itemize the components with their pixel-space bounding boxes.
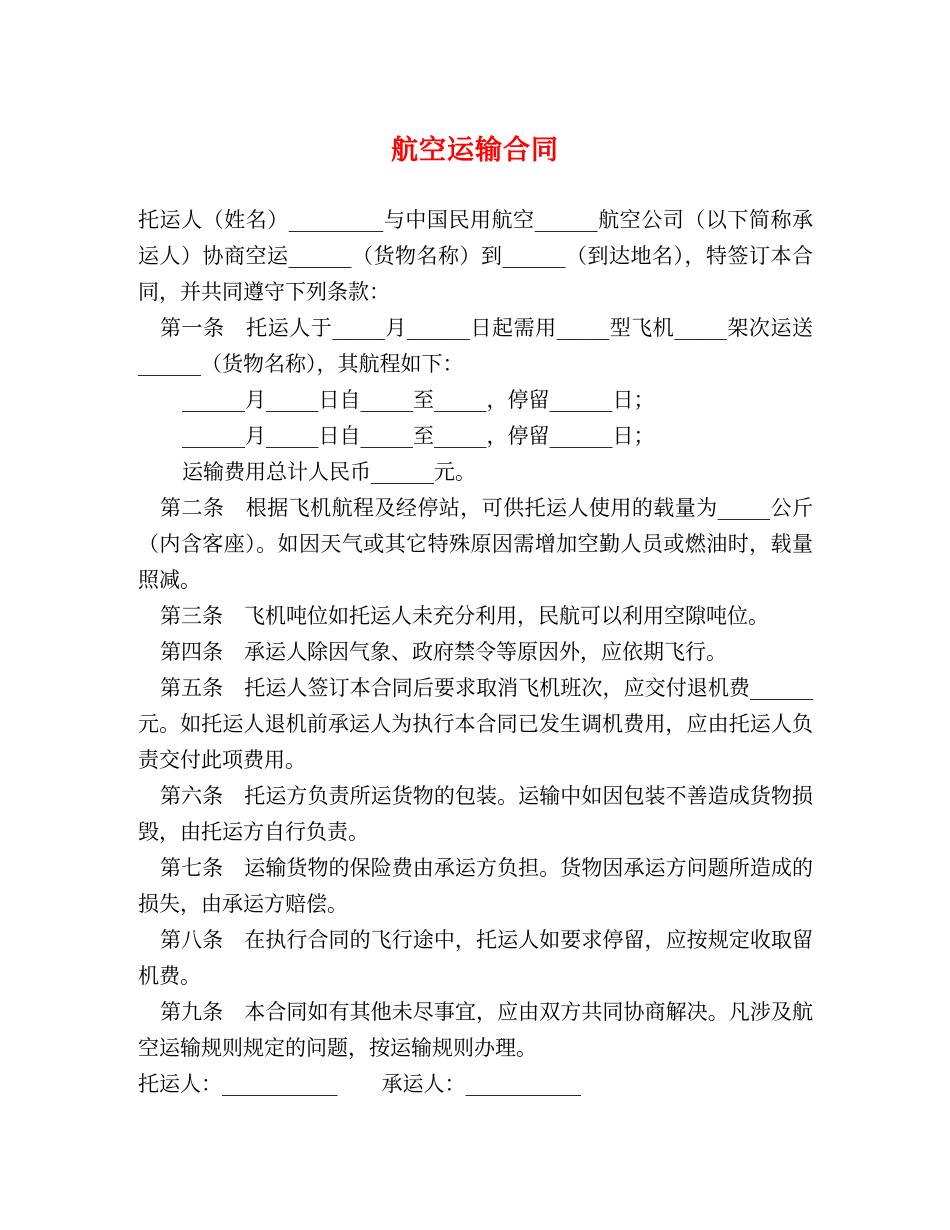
article-8: 第八条 在执行合同的飞行途中，托运人如要求停留，应按规定收取留机费。 [138, 928, 813, 988]
document-title: 航空运输合同 [391, 135, 559, 166]
article-5: 第五条 托运人签订本合同后要求取消飞机班次，应交付退机费______元。如托运人退机前承运人为执行本合同已发生调机费用，应由托运人负责交付此项费用。 [138, 676, 813, 772]
article-6: 第六条 托运方负责所运货物的包装。运输中如因包装不善造成货物损毁，由托运方自行负责。 [138, 784, 813, 844]
signature-carrier: 承运人：___________ [381, 1072, 581, 1096]
article-3: 第三条 飞机吨位如托运人未充分利用，民航可以利用空隙吨位。 [160, 604, 769, 628]
article-7: 第七条 运输货物的保险费由承运方负担。货物因承运方问题所造成的损失，由承运方赔偿。 [138, 856, 813, 916]
article-9: 第九条 本合同如有其他未尽事宜，应由双方共同协商解决。凡涉及航空运输规则规定的问题，按运输规则办理。 [138, 1000, 813, 1060]
signature-line [138, 1066, 813, 1102]
signature-shipper: 托运人：___________ [138, 1072, 338, 1096]
article-2: 第二条 根据飞机航程及经停站，可供托运人使用的载量为_____公斤（内含客座）。如因天气或其它特殊原因需增加空勤人员或燃油时，载量照减。 [138, 496, 813, 592]
article-4: 第四条 承运人除因气象、政府禁令等原因外，应依期飞行。 [160, 640, 727, 664]
article-1: 第一条 托运人于_____月______日起需用_____型飞机_____架次运送______（货物名称），其航程如下： [138, 316, 813, 376]
contract-intro: 托运人（姓名）_________与中国民用航空______航空公司（以下简称承运人）协商空运______（货物名称）到______（到达地名），特签订本合同，并共同遵守下列条款： [138, 208, 813, 304]
route-line-2: ______月_____日自_____至_____，停留______日； [182, 424, 655, 448]
route-line-1: ______月_____日自_____至_____，停留______日； [182, 388, 655, 412]
contract-body [138, 202, 813, 1102]
fee-total-line: 运输费用总计人民币______元。 [182, 460, 476, 484]
